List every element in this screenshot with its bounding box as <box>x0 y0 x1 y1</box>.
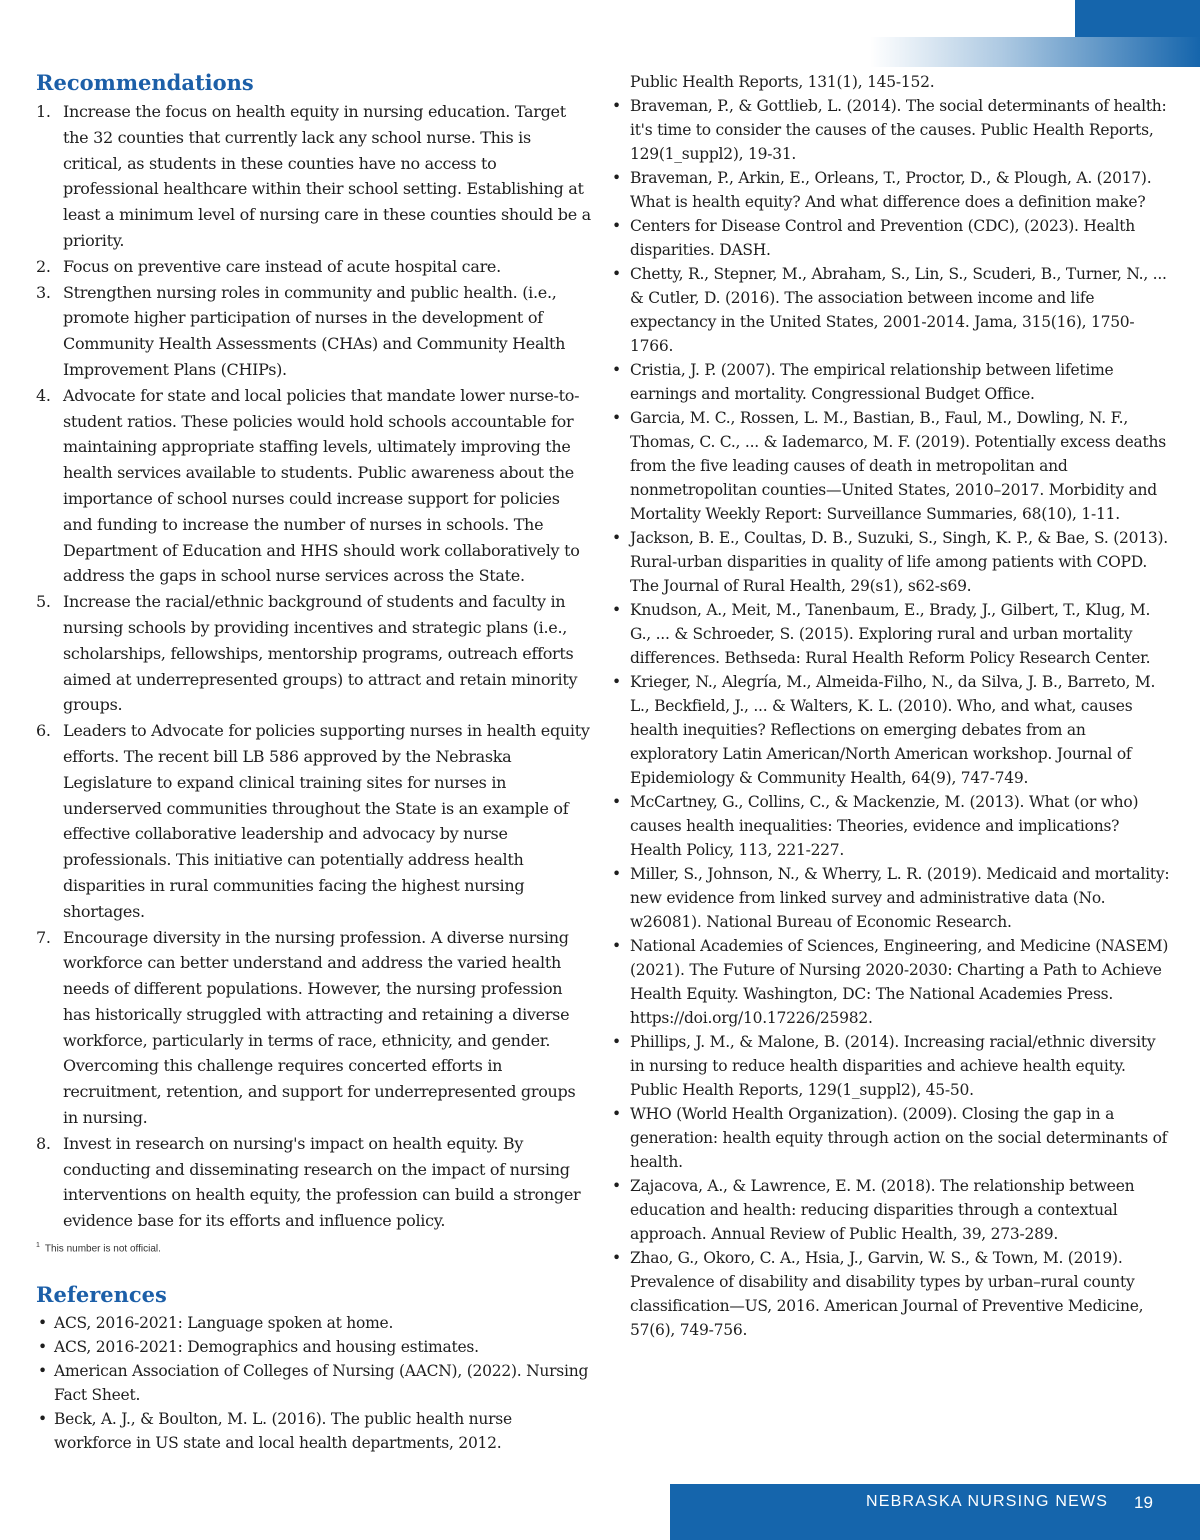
right-column <box>606 70 1172 1342</box>
footer-bar <box>670 1484 1200 1540</box>
footnote-text: This number is not official. <box>44 1243 161 1255</box>
footnote-mark: 1 <box>36 1242 40 1250</box>
reference-item: • Cristia, J. P. (2007). The empirical relationship between lifetime earnings and mortality. Congressional Budget Office. <box>606 358 1172 406</box>
reference-item: • ACS, 2016-2021: Demographics and housing estimates. <box>36 1335 592 1359</box>
publication-name: NEBRASKA NURSING NEWS <box>866 1493 1109 1510</box>
reference-continuation: Public Health Reports, 131(1), 145-152. <box>630 73 935 91</box>
reference-item: • Zhao, G., Okoro, C. A., Hsia, J., Garvin, W. S., & Town, M. (2019). Prevalence of disability and disability types by urban–rural county classification—US, 2016. American Journal of Preventive Medicine, 57(6), 749-756. <box>606 1246 1172 1342</box>
reference-item: • American Association of Colleges of Nursing (AACN), (2022). Nursing Fact Sheet. <box>36 1359 592 1407</box>
header-color-block <box>1075 0 1200 37</box>
recommendation-item: 3. Strengthen nursing roles in community and public health. (i.e., promote higher participation of nurses in the development of Community Health Assessments (CHAs) and Community Health Improvement Plans (CHIPs). <box>36 282 566 379</box>
reference-item: • Phillips, J. M., & Malone, B. (2014). Increasing racial/ethnic diversity in nursing to reduce health disparities and achieve health equity. Public Health Reports, 129(1_suppl2), 45-50. <box>606 1030 1172 1102</box>
reference-item: • Jackson, B. E., Coultas, D. B., Suzuki, S., Singh, K. P., & Bae, S. (2013). Rural-urban disparities in quality of life among patients with COPD. The Journal of Rural Health, 29(s1), s62-s69. <box>606 526 1172 598</box>
recommendation-item: 1. Increase the focus on health equity in nursing education. Target the 32 counties that currently lack any school nurse. This is critical, as students in these counties have no access to professional healthcare within their school setting. Establishing at least a minimum level of nursing care in these counties should be a priority. <box>36 102 591 250</box>
reference-item: • Zajacova, A., & Lawrence, E. M. (2018). The relationship between education and health: reducing disparities through a contextual approach. Annual Review of Public Health, 39, 273-289. <box>606 1174 1172 1246</box>
reference-item: • Knudson, A., Meit, M., Tanenbaum, E., Brady, J., Gilbert, T., Klug, M. G., ... & Schroeder, S. (2015). Exploring rural and urban mortality differences. Bethseda: Rural Health Reform Policy Research Center. <box>606 598 1172 670</box>
recommendation-item: 5. Increase the racial/ethnic background of students and faculty in nursing schools by providing incentives and strategic plans (i.e., scholarships, fellowships, mentorship programs, outreach efforts aimed at underrepresented groups) to attract and retain minority groups. <box>36 592 578 715</box>
recommendation-item: 6. Leaders to Advocate for policies supporting nurses in health equity efforts. The recent bill LB 586 approved by the Nebraska Legislature to expand clinical training sites for nurses in underserved communities throughout the State is an example of effective collaborative leadership and advocacy by nurse professionals. This initiative can potentially address health disparities in rural communities facing the highest nursing shortages. <box>36 721 590 921</box>
references-list-right <box>606 94 1172 1342</box>
reference-item: • Braveman, P., & Gottlieb, L. (2014). The social determinants of health: it's time to consider the causes of the causes. Public Health Reports, 129(1_suppl2), 19-31. <box>606 94 1172 166</box>
reference-item: • Miller, S., Johnson, N., & Wherry, L. R. (2019). Medicaid and mortality: new evidence from linked survey and administrative data (No. w26081). National Bureau of Economic Research. <box>606 862 1172 934</box>
recommendations-list <box>36 99 592 1234</box>
recommendation-item: 8. Invest in research on nursing's impact on health equity. By conducting and disseminating research on the impact of nursing interventions on health equity, the profession can build a stronger evidence base for its efforts and influence policy. <box>36 1133 581 1231</box>
recommendation-item: 7. Encourage diversity in the nursing profession. A diverse nursing workforce can better understand and address the varied health needs of different populations. However, the nursing profession has historically struggled with attracting and retaining a diverse workforce, particularly in terms of race, ethnicity, and gender. Overcoming this challenge requires concerted efforts in recruitment, retention, and support for underrepresented groups in nursing. <box>36 927 576 1128</box>
reference-item: • McCartney, G., Collins, C., & Mackenzie, M. (2013). What (or who) causes health inequalities: Theories, evidence and implications? Health Policy, 113, 221-227. <box>606 790 1172 862</box>
reference-item: • WHO (World Health Organization). (2009). Closing the gap in a generation: health equity through action on the social determinants of health. <box>606 1102 1172 1174</box>
recommendation-item: 2. Focus on preventive care instead of acute hospital care. <box>36 256 501 276</box>
left-column <box>36 70 592 1455</box>
reference-item: • National Academies of Sciences, Engineering, and Medicine (NASEM) (2021). The Future of Nursing 2020-2030: Charting a Path to Achieve Health Equity. Washington, DC: The National Academies Press. https://doi.org/10.17226/25982. <box>606 934 1172 1030</box>
reference-item: • Braveman, P., Arkin, E., Orleans, T., Proctor, D., & Plough, A. (2017). What is health equity? And what difference does a definition make? <box>606 166 1172 214</box>
references-list-left <box>36 1311 592 1455</box>
references-heading: References <box>36 1282 167 1308</box>
reference-item: • Garcia, M. C., Rossen, L. M., Bastian, B., Faul, M., Dowling, N. F., Thomas, C. C., ... & Iademarco, M. F. (2019). Potentially excess deaths from the five leading causes of death in metropolitan and nonmetropolitan counties—United States, 2010–2017. Morbidity and Mortality Weekly Report: Surveillance Summaries, 68(10), 1-11. <box>606 406 1172 526</box>
recommendation-item: 4. Advocate for state and local policies that mandate lower nurse-to-student ratios. These policies would hold schools accountable for maintaining appropriate staffing levels, ultimately improving the health services available to students. Public awareness about the importance of school nurses could increase support for policies and funding to increase the number of nurses in schools. The Department of Education and HHS should work collaboratively to address the gaps in school nurse services across the State. <box>36 385 580 586</box>
reference-item: • Beck, A. J., & Boulton, M. L. (2016). The public health nurse workforce in US state and local health departments, 2012. <box>36 1407 592 1455</box>
reference-item: • Centers for Disease Control and Prevention (CDC), (2023). Health disparities. DASH. <box>606 214 1172 262</box>
recommendations-heading: Recommendations <box>36 70 254 95</box>
footnote <box>36 1242 592 1254</box>
reference-item: • Krieger, N., Alegría, M., Almeida-Filho, N., da Silva, J. B., Barreto, M. L., Beckfield, J., ... & Walters, K. L. (2010). Who, and what, causes health inequities? Reflections on emerging debates from an exploratory Latin American/North American workshop. Journal of Epidemiology & Community Health, 64(9), 747-749. <box>606 670 1172 790</box>
header-gradient-band <box>870 37 1200 67</box>
reference-item: • Chetty, R., Stepner, M., Abraham, S., Lin, S., Scuderi, B., Turner, N., ... & Cutler, D. (2016). The association between income and life expectancy in the United States, 2001-2014. Jama, 315(16), 1750-1766. <box>606 262 1172 358</box>
reference-item: • ACS, 2016-2021: Language spoken at home. <box>36 1311 592 1335</box>
page-number: 19 <box>1134 1493 1153 1512</box>
